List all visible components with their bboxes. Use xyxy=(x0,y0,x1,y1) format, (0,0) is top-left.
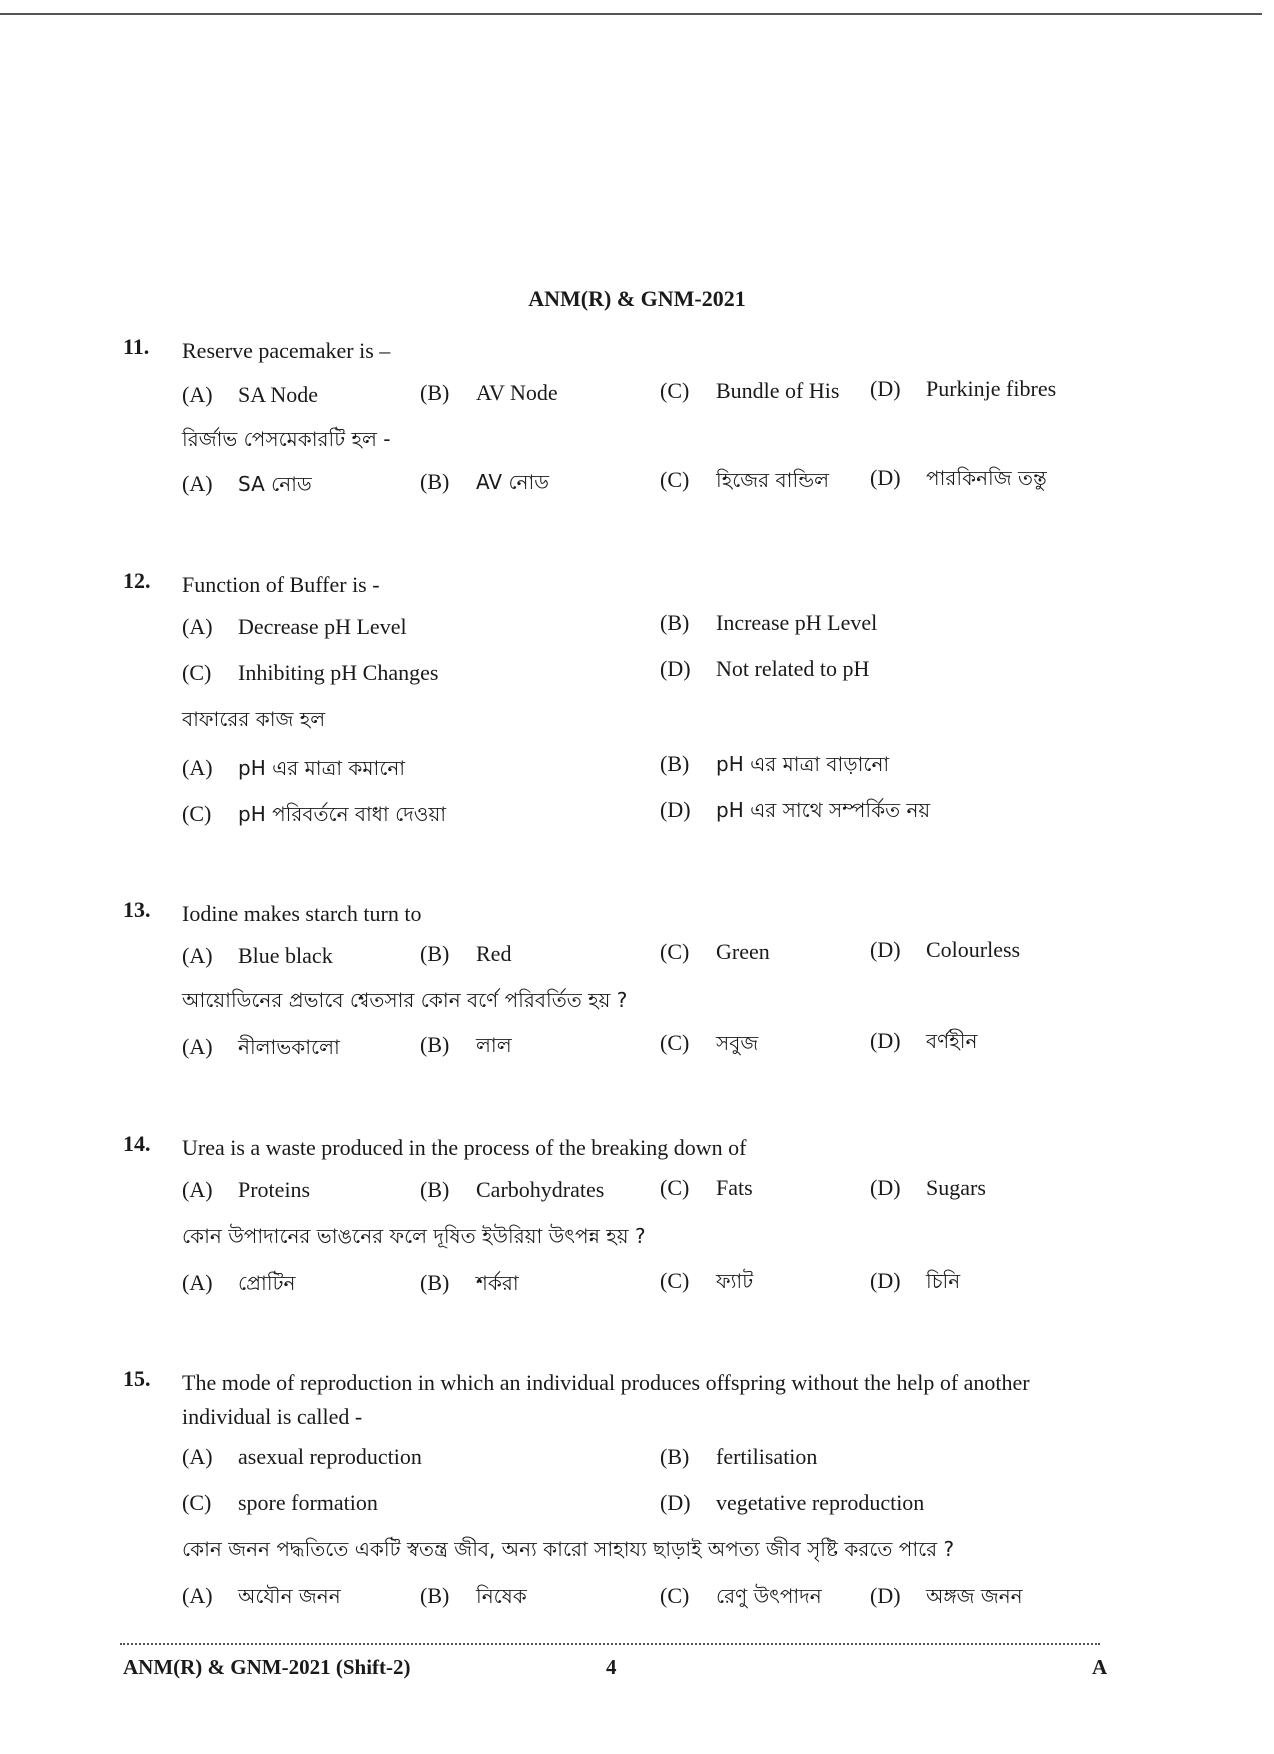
option-b-en: (B) Carbohydrates xyxy=(420,1177,605,1202)
option-a-bn: (A) নীলাভকালো xyxy=(182,1034,340,1059)
option-b-bn: (B) শর্করা xyxy=(420,1270,519,1295)
option-b-bn: (B) নিষেক xyxy=(420,1583,527,1608)
option-b-en: (B) fertilisation xyxy=(660,1444,818,1469)
question-text-en: Function of Buffer is - xyxy=(182,572,380,597)
question-number: 11. xyxy=(123,334,150,359)
question-text-en: Iodine makes starch turn to xyxy=(182,901,422,926)
footer-exam-title: ANM(R) & GNM-2021 (Shift-2) xyxy=(123,1655,411,1679)
page-number: 4 xyxy=(606,1655,617,1679)
question-number: 12. xyxy=(123,568,151,593)
option-d-bn: (D) চিনি xyxy=(870,1268,961,1293)
question-text-en: Urea is a waste produced in the process of the breaking down of xyxy=(182,1135,747,1160)
option-a-bn: (A) pH এর মাত্রা কমানো xyxy=(182,755,406,780)
option-c-bn: (C) ফ্যাট xyxy=(660,1268,754,1293)
option-a-bn: (A) SA নোড xyxy=(182,471,312,496)
option-a-en: (A) SA Node xyxy=(182,382,319,407)
option-c-bn: (C) রেণু উৎপাদন xyxy=(660,1583,822,1608)
option-d-bn: (D) বর্ণহীন xyxy=(870,1028,978,1053)
question-text-en: Reserve pacemaker is – xyxy=(182,338,391,363)
option-a-en: (A) Proteins xyxy=(182,1177,311,1202)
option-c-en: (C) Green xyxy=(660,939,770,964)
footer-rule xyxy=(120,1643,1100,1645)
option-d-en: (D) Purkinje fibres xyxy=(870,376,1057,401)
option-b-bn: (B) pH এর মাত্রা বাড়ানো xyxy=(660,751,890,776)
option-d-en: (D) vegetative reproduction xyxy=(660,1490,925,1515)
option-b-bn: (B) লাল xyxy=(420,1032,512,1057)
option-c-en: (C) Bundle of His xyxy=(660,378,840,403)
option-b-en: (B) AV Node xyxy=(420,380,558,405)
question-number: 13. xyxy=(123,897,151,922)
option-d-bn: (D) অঙ্গজ জনন xyxy=(870,1583,1023,1608)
question-text-bn: বাফারের কাজ হল xyxy=(182,707,326,731)
option-c-bn: (C) pH পরিবর্তনে বাধা দেওয়া xyxy=(182,801,447,826)
option-a-bn: (A) অযৌন জনন xyxy=(182,1583,341,1608)
option-c-en: (C) Fats xyxy=(660,1175,753,1200)
option-a-en: (A) Blue black xyxy=(182,943,333,968)
option-b-bn: (B) AV নোড xyxy=(420,469,550,494)
question-text-bn: কোন জনন পদ্ধতিতে একটি স্বতন্ত্র জীব, অন্য কারো সাহায্য ছাড়াই অপত্য জীব সৃষ্টি করতে পারে ? xyxy=(182,1537,955,1561)
option-c-bn: (C) হিজের বান্ডিল xyxy=(660,467,830,492)
option-d-en: (D) Sugars xyxy=(870,1175,986,1200)
option-c-en: (C) Inhibiting pH Changes xyxy=(182,660,439,685)
option-d-en: (D) Not related to pH xyxy=(660,656,870,681)
option-a-en: (A) Decrease pH Level xyxy=(182,614,407,639)
question-text-en: The mode of reproduction in which an individual produces offspring without the help of another individual is called - xyxy=(182,1370,1030,1429)
page-title: ANM(R) & GNM-2021 xyxy=(528,286,746,311)
question-text-bn: আয়োডিনের প্রভাবে শ্বেতসার কোন বর্ণে পরিবর্তিত হয় ? xyxy=(182,988,628,1012)
option-a-en: (A) asexual reproduction xyxy=(182,1444,422,1469)
option-a-bn: (A) প্রোটিন xyxy=(182,1270,296,1295)
option-c-en: (C) spore formation xyxy=(182,1490,378,1515)
question-text-bn: রির্জাভ পেসমেকারটি হল - xyxy=(182,427,391,451)
option-b-en: (B) Increase pH Level xyxy=(660,610,878,635)
question-set: A xyxy=(1092,1655,1108,1679)
top-rule xyxy=(0,13,1262,15)
question-text-bn: কোন উপাদানের ভাঙনের ফলে দূষিত ইউরিয়া উৎপন্ন হয় ? xyxy=(182,1224,646,1248)
option-d-bn: (D) পারকিনজি তন্তু xyxy=(870,465,1047,490)
question-number: 14. xyxy=(123,1131,151,1156)
option-d-en: (D) Colourless xyxy=(870,937,1021,962)
question-number: 15. xyxy=(123,1366,151,1391)
option-d-bn: (D) pH এর সাথে সম্পর্কিত নয় xyxy=(660,797,931,822)
option-c-bn: (C) সবুজ xyxy=(660,1030,759,1055)
option-b-en: (B) Red xyxy=(420,941,512,966)
